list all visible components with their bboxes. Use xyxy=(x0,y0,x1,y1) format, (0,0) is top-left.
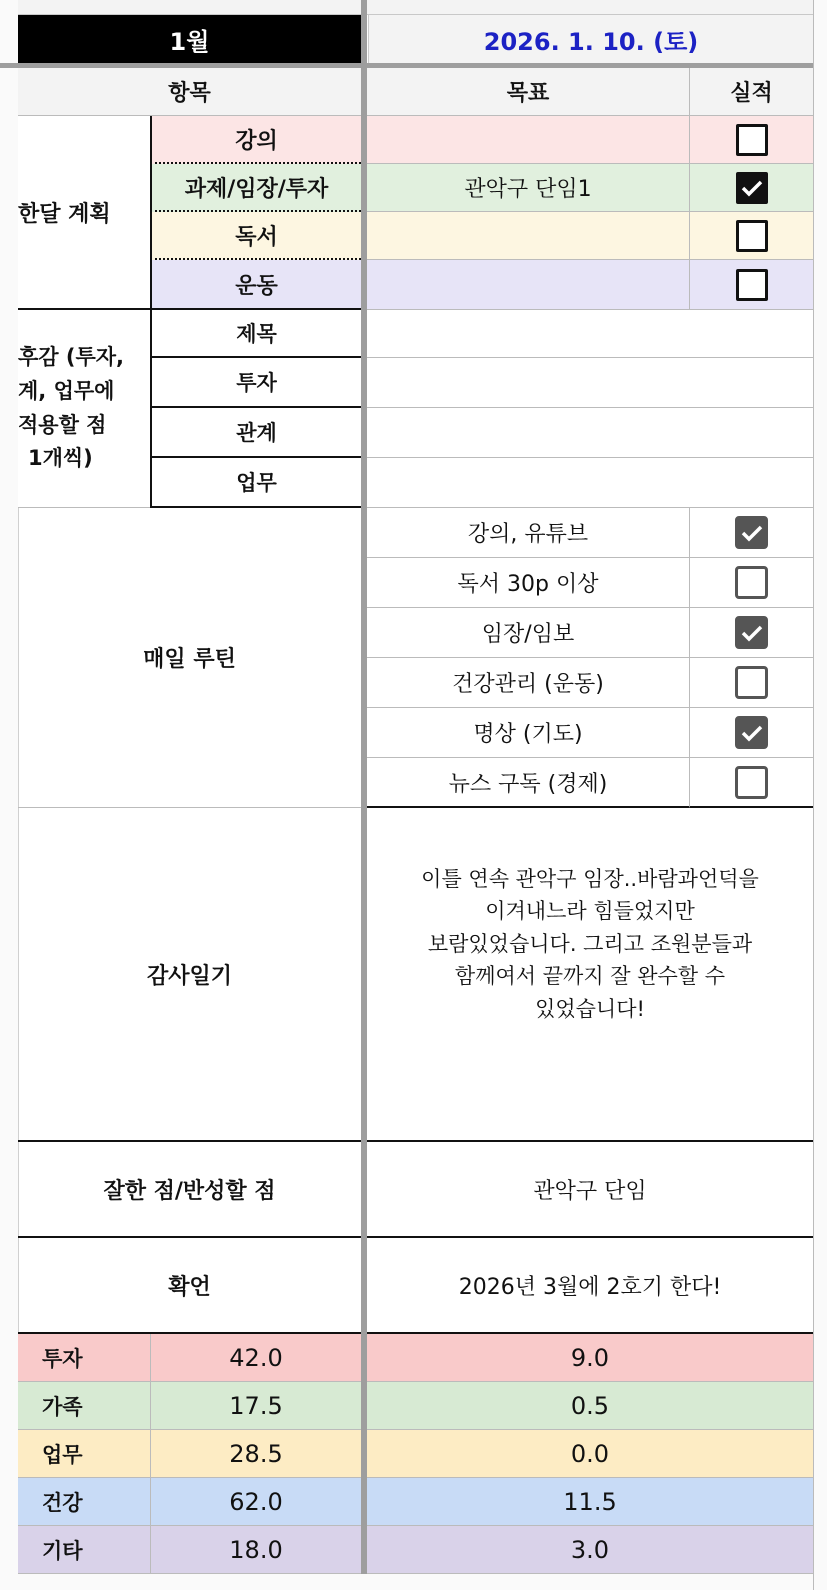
plan-result-reading-cell xyxy=(689,212,813,260)
review-item-work[interactable]: 업무 xyxy=(150,458,361,508)
routine-check-cell-news xyxy=(689,758,813,808)
reflection-label[interactable]: 잘한 점/반성할 점 xyxy=(18,1142,361,1238)
column-header-goal[interactable]: 목표 xyxy=(367,68,689,116)
plan-item-lecture[interactable]: 강의 xyxy=(150,116,361,164)
review-label-line-1: 후감 (투자, xyxy=(18,345,125,370)
stat-label-family[interactable]: 가족 xyxy=(18,1382,150,1430)
stat-total-health[interactable]: 62.0 xyxy=(150,1478,361,1526)
stat-total-family[interactable]: 17.5 xyxy=(150,1382,361,1430)
routine-checkbox-reading[interactable] xyxy=(735,566,768,599)
routine-checkbox-site-visit[interactable] xyxy=(735,616,768,649)
plan-result-exercise-cell xyxy=(689,260,813,310)
stat-label-other[interactable]: 기타 xyxy=(18,1526,150,1574)
review-label-line-4: 1개씩) xyxy=(28,446,93,471)
review-label-line-2: 계, 업무에 xyxy=(18,378,115,403)
plan-result-lecture-cell xyxy=(689,116,813,164)
routine-item-news[interactable]: 뉴스 구독 (경제) xyxy=(367,758,689,808)
review-item-title[interactable]: 제목 xyxy=(150,310,361,358)
stat-today-work[interactable]: 0.0 xyxy=(367,1430,813,1478)
routine-check-cell-lecture xyxy=(689,508,813,558)
routine-item-health[interactable]: 건강관리 (운동) xyxy=(367,658,689,708)
checkmark-icon xyxy=(741,724,763,742)
review-label[interactable] xyxy=(18,310,150,508)
plan-item-reading[interactable]: 독서 xyxy=(150,212,361,260)
routine-check-cell-meditation xyxy=(689,708,813,758)
routine-check-cell-health xyxy=(689,658,813,708)
routine-item-reading[interactable]: 독서 30p 이상 xyxy=(367,558,689,608)
column-header-result[interactable]: 실적 xyxy=(689,68,813,116)
plan-item-assignment[interactable]: 과제/임장/투자 xyxy=(150,164,361,212)
review-value-title[interactable] xyxy=(367,310,813,358)
gratitude-label[interactable]: 감사일기 xyxy=(18,808,361,1142)
stat-today-health[interactable]: 11.5 xyxy=(367,1478,813,1526)
stat-label-health[interactable]: 건강 xyxy=(18,1478,150,1526)
plan-checkbox-assignment[interactable] xyxy=(736,172,768,204)
month-header[interactable]: 1월 xyxy=(18,15,361,63)
top-row-strip xyxy=(18,0,827,15)
plan-goal-reading[interactable] xyxy=(367,212,689,260)
review-label-line-3: 적용할 점 xyxy=(18,412,107,437)
routine-item-site-visit[interactable]: 임장/임보 xyxy=(367,608,689,658)
checkmark-icon xyxy=(741,624,763,642)
plan-checkbox-reading[interactable] xyxy=(736,220,768,252)
routine-checkbox-lecture[interactable] xyxy=(735,516,768,549)
plan-checkbox-exercise[interactable] xyxy=(736,269,768,301)
plan-goal-exercise[interactable] xyxy=(367,260,689,310)
routine-checkbox-news[interactable] xyxy=(735,766,768,799)
routine-check-cell-reading xyxy=(689,558,813,608)
affirmation-value[interactable]: 2026년 3월에 2호기 한다! xyxy=(367,1238,813,1334)
review-item-relationship[interactable]: 관계 xyxy=(150,408,361,458)
date-header[interactable]: 2026. 1. 10. (토) xyxy=(368,15,813,63)
plan-result-assignment-cell xyxy=(689,164,813,212)
review-item-investment[interactable]: 투자 xyxy=(150,358,361,408)
stat-today-family[interactable]: 0.5 xyxy=(367,1382,813,1430)
monthly-plan-label[interactable]: 한달 계획 xyxy=(18,116,150,310)
gratitude-text[interactable]: 이틀 연속 관악구 임장..바람과언덕을 이겨내느라 힘들었지만 보람있었습니다. 그리고 조원분들과 함께여서 끝까지 잘 완수할 수 있었습니다! xyxy=(367,808,813,1142)
stat-today-investment[interactable]: 9.0 xyxy=(367,1334,813,1382)
review-value-relationship[interactable] xyxy=(367,408,813,458)
review-value-work[interactable] xyxy=(367,458,813,508)
column-header-item[interactable]: 항목 xyxy=(18,68,361,116)
plan-goal-assignment[interactable]: 관악구 단임1 xyxy=(367,164,689,212)
routine-checkbox-health[interactable] xyxy=(735,666,768,699)
row-gutter xyxy=(0,0,19,1590)
reflection-value[interactable]: 관악구 단임 xyxy=(367,1142,813,1238)
checkmark-icon xyxy=(741,524,763,542)
stat-label-investment[interactable]: 투자 xyxy=(18,1334,150,1382)
affirmation-label[interactable]: 확언 xyxy=(18,1238,361,1334)
routine-item-lecture[interactable]: 강의, 유튜브 xyxy=(367,508,689,558)
daily-routine-label[interactable]: 매일 루틴 xyxy=(18,508,361,808)
right-edge-column xyxy=(813,0,827,1590)
routine-item-meditation[interactable]: 명상 (기도) xyxy=(367,708,689,758)
review-value-investment[interactable] xyxy=(367,358,813,408)
stat-today-other[interactable]: 3.0 xyxy=(367,1526,813,1574)
routine-checkbox-meditation[interactable] xyxy=(735,716,768,749)
stat-total-investment[interactable]: 42.0 xyxy=(150,1334,361,1382)
routine-check-cell-site-visit xyxy=(689,608,813,658)
bottom-row-strip xyxy=(18,1574,827,1590)
checkmark-icon xyxy=(741,179,763,197)
plan-item-exercise[interactable]: 운동 xyxy=(150,260,361,310)
stat-total-work[interactable]: 28.5 xyxy=(150,1430,361,1478)
stat-total-other[interactable]: 18.0 xyxy=(150,1526,361,1574)
plan-goal-lecture[interactable] xyxy=(367,116,689,164)
plan-checkbox-lecture[interactable] xyxy=(736,124,768,156)
stat-label-work[interactable]: 업무 xyxy=(18,1430,150,1478)
